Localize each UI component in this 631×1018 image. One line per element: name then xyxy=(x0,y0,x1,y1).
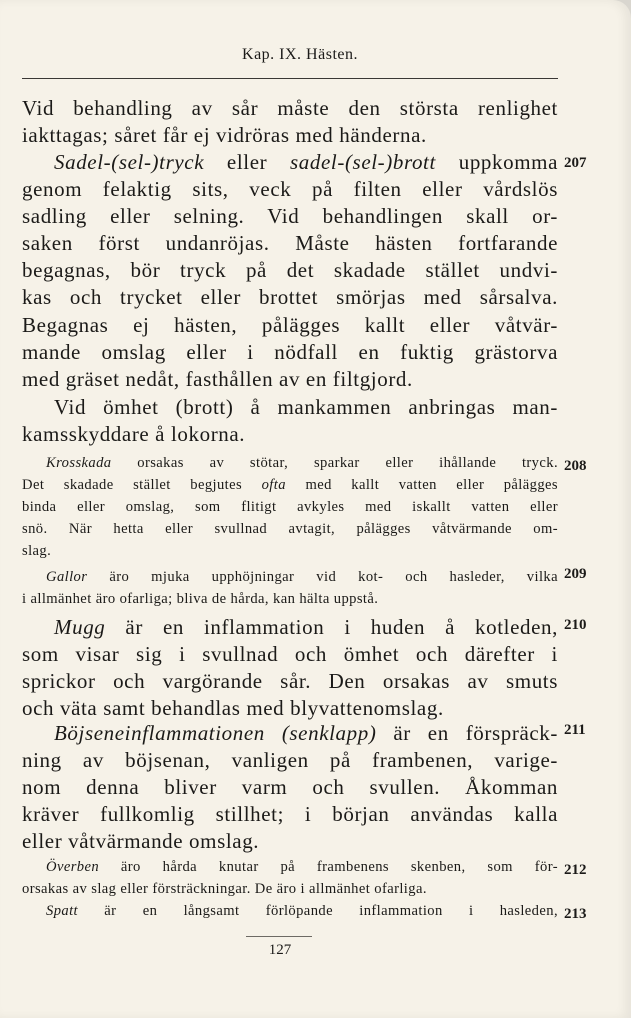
section-number: 210 xyxy=(564,617,587,633)
term-tendon-inflammation: Böjseneinflammationen xyxy=(54,721,265,745)
paragraph-mud-fever xyxy=(22,614,558,722)
text-line: Överben äro hårda knutar på frambenens skenben, som för- xyxy=(46,859,558,875)
text-line: eller våtvärmande omslag. xyxy=(22,829,260,854)
section-number: 211 xyxy=(564,722,586,738)
text-line: begagnas, bör tryck på det skadade stället undvi- xyxy=(22,258,558,283)
text-line: med gräset nedåt, fasthållen av en filtgjord. xyxy=(22,366,413,391)
term-splints: Överben xyxy=(46,859,100,875)
text-line: nom denna bliver varm och svullen. Åkomman xyxy=(22,775,558,800)
text-line: Sadel-(sel-)tryck eller sadel-(sel-)brott uppkomma xyxy=(54,150,559,174)
folio-rule xyxy=(246,936,312,937)
text-line: Spatt är en långsamt förlöpande inflammation i hasleden, xyxy=(46,903,558,919)
section-number: 213 xyxy=(564,906,587,922)
running-head: Kap. IX. Hästen. xyxy=(242,46,358,63)
term-galls: Gallor xyxy=(46,569,88,585)
term-bowed-tendon: (senklapp) xyxy=(281,721,377,745)
paragraph-withers xyxy=(22,394,558,448)
paragraph-saddle-pressure xyxy=(22,149,558,393)
text-line: Gallor äro mjuka upphöjningar vid kot- och hasleder, vilka xyxy=(46,569,558,585)
text-line: Vid ömhet (brott) å mankammen anbringas man- xyxy=(54,395,558,419)
text-line: Det skadade stället begjutes ofta med kallt vatten eller pålägges xyxy=(22,477,558,493)
emphasis-often: ofta xyxy=(261,477,286,493)
text-line: Vid behandling av sår måste den största renlighet xyxy=(22,96,558,120)
text-line: genom felaktig sits, veck på filten eller vårdslös xyxy=(22,177,558,202)
text-line: sprickor och vargörande sår. Den orsakas av smuts xyxy=(22,669,558,694)
term-bruise: Krosskada xyxy=(46,455,112,471)
text-line: mande omslag eller i nödfall en fuktig grästorva xyxy=(22,339,558,364)
header-rule xyxy=(22,78,558,79)
text-line: Mugg är en inflammation i huden å kotleden, xyxy=(54,615,558,639)
text-line: Begagnas ej hästen, pålägges kallt eller våtvär- xyxy=(22,312,558,337)
text-line: i allmänhet äro ofarliga; bliva de hårda, kan hälta uppstå. xyxy=(22,591,379,607)
text-line: slag. xyxy=(22,543,52,559)
text-line: snö. När hetta eller svullnad avtagit, pålägges våtvärmande om- xyxy=(22,521,558,537)
paragraph-tendon-inflammation xyxy=(22,720,558,855)
section-number: 209 xyxy=(564,566,587,582)
page-number: 127 xyxy=(268,942,292,958)
text-line: orsakas av slag eller försträckningar. De äro i allmänhet ofarliga. xyxy=(22,881,427,897)
term-mud-fever: Mugg xyxy=(54,615,106,639)
paragraph-splints xyxy=(22,856,558,900)
text-line: ning av böjsenan, vanligen på frambenen, varige- xyxy=(22,748,558,773)
paragraph-bruise xyxy=(22,452,558,562)
text-line: kräver fullkomlig stillhet; i början användas kalla xyxy=(22,802,558,827)
paragraph-wound-hygiene xyxy=(22,95,558,149)
text-line: sadling eller selning. Vid behandlingen skall or- xyxy=(22,204,558,229)
section-number: 208 xyxy=(564,458,587,474)
text-line: Böjseneinflammationen (senklapp) är en förspräck- xyxy=(54,721,558,745)
text-line: binda eller omslag, som flitigt avkyles med iskallt vatten eller xyxy=(22,499,558,515)
term-spavin: Spatt xyxy=(46,903,78,919)
paragraph-spavin xyxy=(22,900,558,922)
section-number: 212 xyxy=(564,862,587,878)
section-number: 207 xyxy=(564,155,587,171)
term-saddle-break: sadel-(sel-)brott xyxy=(290,150,436,174)
text-line: kas och trycket eller brottet smörjas med sårsalva. xyxy=(22,285,558,310)
text-line: och väta samt behandlas med blyvattenomslag. xyxy=(22,696,444,721)
text-line: iakttagas; såret får ej vidröras med händerna. xyxy=(22,123,427,148)
paragraph-galls xyxy=(22,566,558,610)
text-line: som visar sig i svullnad och ömhet och därefter i xyxy=(22,642,558,667)
text-line: Krosskada orsakas av stötar, sparkar eller ihållande tryck. xyxy=(46,455,558,471)
text-line: saken först undanröjas. Måste hästen fortfarande xyxy=(22,231,558,256)
text-line: kamsskyddare å lokorna. xyxy=(22,422,246,447)
term-saddle-pressure: Sadel-(sel-)tryck xyxy=(54,150,205,174)
